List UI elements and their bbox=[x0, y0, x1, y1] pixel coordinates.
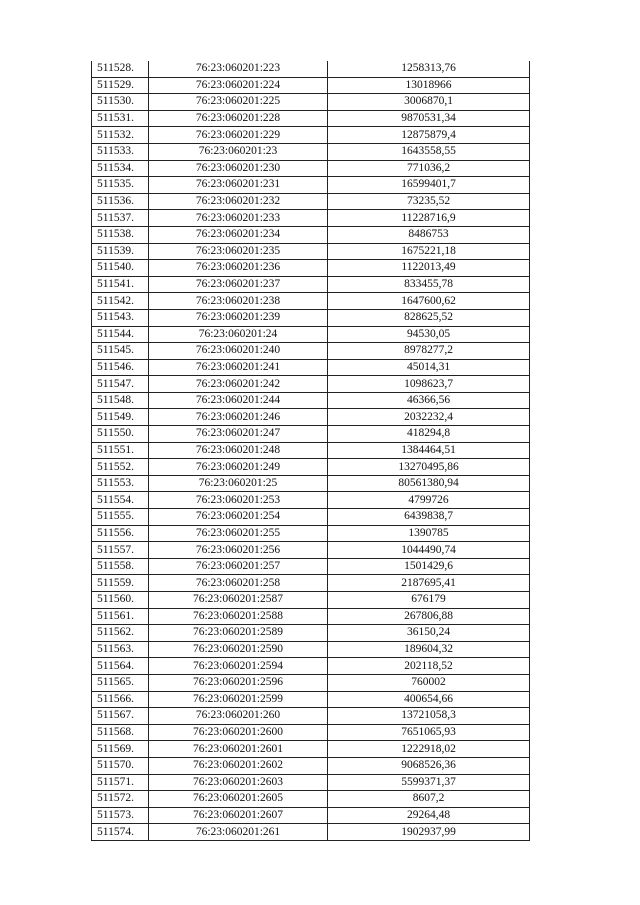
value-cell: 11228716,9 bbox=[328, 210, 530, 227]
row-number-cell: 511571. bbox=[92, 774, 149, 791]
value-cell: 1258313,76 bbox=[328, 61, 530, 77]
value-cell: 400654,66 bbox=[328, 691, 530, 708]
table-row bbox=[92, 824, 530, 841]
cadastral-number-cell: 76:23:060201:244 bbox=[149, 392, 328, 409]
table-row bbox=[92, 409, 530, 426]
table-row bbox=[92, 143, 530, 160]
row-number-cell: 511574. bbox=[92, 824, 149, 841]
value-cell: 8486753 bbox=[328, 226, 530, 243]
row-number-cell: 511569. bbox=[92, 741, 149, 758]
table-row bbox=[92, 708, 530, 725]
cadastral-number-cell: 76:23:060201:255 bbox=[149, 525, 328, 542]
row-number-cell: 511533. bbox=[92, 143, 149, 160]
table-row bbox=[92, 475, 530, 492]
value-cell: 760002 bbox=[328, 674, 530, 691]
cadastral-number-cell: 76:23:060201:2602 bbox=[149, 757, 328, 774]
cadastral-number-cell: 76:23:060201:25 bbox=[149, 475, 328, 492]
row-number-cell: 511546. bbox=[92, 359, 149, 376]
row-number-cell: 511554. bbox=[92, 492, 149, 509]
cadastral-number-cell: 76:23:060201:2605 bbox=[149, 791, 328, 808]
row-number-cell: 511545. bbox=[92, 343, 149, 360]
cadastral-number-cell: 76:23:060201:235 bbox=[149, 243, 328, 260]
table-row bbox=[92, 658, 530, 675]
row-number-cell: 511555. bbox=[92, 509, 149, 526]
value-cell: 676179 bbox=[328, 592, 530, 609]
cadastral-number-cell: 76:23:060201:2600 bbox=[149, 724, 328, 741]
row-number-cell: 511544. bbox=[92, 326, 149, 343]
value-cell: 1675221,18 bbox=[328, 243, 530, 260]
value-cell: 9870531,34 bbox=[328, 110, 530, 127]
table-row bbox=[92, 309, 530, 326]
value-cell: 1647600,62 bbox=[328, 293, 530, 310]
cadastral-number-cell: 76:23:060201:256 bbox=[149, 542, 328, 559]
table-row bbox=[92, 691, 530, 708]
value-cell: 36150,24 bbox=[328, 625, 530, 642]
table-row bbox=[92, 807, 530, 824]
cadastral-number-cell: 76:23:060201:260 bbox=[149, 708, 328, 725]
value-cell: 13018966 bbox=[328, 77, 530, 94]
cadastral-number-cell: 76:23:060201:2596 bbox=[149, 674, 328, 691]
cadastral-number-cell: 76:23:060201:224 bbox=[149, 77, 328, 94]
row-number-cell: 511535. bbox=[92, 177, 149, 194]
value-cell: 73235,52 bbox=[328, 193, 530, 210]
row-number-cell: 511530. bbox=[92, 94, 149, 111]
table-row bbox=[92, 525, 530, 542]
value-cell: 1122013,49 bbox=[328, 260, 530, 277]
row-number-cell: 511558. bbox=[92, 558, 149, 575]
row-number-cell: 511556. bbox=[92, 525, 149, 542]
table-row bbox=[92, 558, 530, 575]
cadastral-number-cell: 76:23:060201:24 bbox=[149, 326, 328, 343]
row-number-cell: 511572. bbox=[92, 791, 149, 808]
value-cell: 418294,8 bbox=[328, 426, 530, 443]
cadastral-number-cell: 76:23:060201:232 bbox=[149, 193, 328, 210]
cadastral-number-cell: 76:23:060201:2607 bbox=[149, 807, 328, 824]
table-row bbox=[92, 757, 530, 774]
cadastral-number-cell: 76:23:060201:2589 bbox=[149, 625, 328, 642]
table-row bbox=[92, 575, 530, 592]
value-cell: 3006870,1 bbox=[328, 94, 530, 111]
cadastral-number-cell: 76:23:060201:238 bbox=[149, 293, 328, 310]
table-row bbox=[92, 343, 530, 360]
table-row bbox=[92, 426, 530, 443]
cadastral-number-cell: 76:23:060201:249 bbox=[149, 459, 328, 476]
table-row bbox=[92, 77, 530, 94]
table-row bbox=[92, 226, 530, 243]
table-row bbox=[92, 94, 530, 111]
table-body bbox=[92, 61, 530, 840]
value-cell: 46366,56 bbox=[328, 392, 530, 409]
value-cell: 8978277,2 bbox=[328, 343, 530, 360]
table-row bbox=[92, 243, 530, 260]
cadastral-number-cell: 76:23:060201:261 bbox=[149, 824, 328, 841]
value-cell: 189604,32 bbox=[328, 641, 530, 658]
row-number-cell: 511551. bbox=[92, 442, 149, 459]
row-number-cell: 511529. bbox=[92, 77, 149, 94]
cadastral-number-cell: 76:23:060201:233 bbox=[149, 210, 328, 227]
value-cell: 16599401,7 bbox=[328, 177, 530, 194]
cadastral-value-table bbox=[91, 61, 530, 841]
table-row bbox=[92, 359, 530, 376]
cadastral-number-cell: 76:23:060201:241 bbox=[149, 359, 328, 376]
table-row bbox=[92, 625, 530, 642]
row-number-cell: 511534. bbox=[92, 160, 149, 177]
row-number-cell: 511547. bbox=[92, 376, 149, 393]
value-cell: 5599371,37 bbox=[328, 774, 530, 791]
value-cell: 833455,78 bbox=[328, 276, 530, 293]
table-row bbox=[92, 724, 530, 741]
cadastral-number-cell: 76:23:060201:2587 bbox=[149, 592, 328, 609]
row-number-cell: 511540. bbox=[92, 260, 149, 277]
value-cell: 1643558,55 bbox=[328, 143, 530, 160]
row-number-cell: 511560. bbox=[92, 592, 149, 609]
value-cell: 94530,05 bbox=[328, 326, 530, 343]
value-cell: 1098623,7 bbox=[328, 376, 530, 393]
row-number-cell: 511550. bbox=[92, 426, 149, 443]
value-cell: 12875879,4 bbox=[328, 127, 530, 144]
table-row bbox=[92, 210, 530, 227]
table-row bbox=[92, 376, 530, 393]
row-number-cell: 511573. bbox=[92, 807, 149, 824]
table-row bbox=[92, 442, 530, 459]
row-number-cell: 511561. bbox=[92, 608, 149, 625]
value-cell: 1902937,99 bbox=[328, 824, 530, 841]
cadastral-number-cell: 76:23:060201:2590 bbox=[149, 641, 328, 658]
row-number-cell: 511559. bbox=[92, 575, 149, 592]
cadastral-number-cell: 76:23:060201:228 bbox=[149, 110, 328, 127]
cadastral-number-cell: 76:23:060201:246 bbox=[149, 409, 328, 426]
value-cell: 267806,88 bbox=[328, 608, 530, 625]
table-row bbox=[92, 592, 530, 609]
value-cell: 1222918,02 bbox=[328, 741, 530, 758]
cadastral-number-cell: 76:23:060201:230 bbox=[149, 160, 328, 177]
cadastral-number-cell: 76:23:060201:237 bbox=[149, 276, 328, 293]
value-cell: 7651065,93 bbox=[328, 724, 530, 741]
row-number-cell: 511539. bbox=[92, 243, 149, 260]
table-row bbox=[92, 127, 530, 144]
value-cell: 9068526,36 bbox=[328, 757, 530, 774]
row-number-cell: 511531. bbox=[92, 110, 149, 127]
row-number-cell: 511549. bbox=[92, 409, 149, 426]
row-number-cell: 511528. bbox=[92, 61, 149, 77]
cadastral-number-cell: 76:23:060201:253 bbox=[149, 492, 328, 509]
value-cell: 1384464,51 bbox=[328, 442, 530, 459]
table-row bbox=[92, 459, 530, 476]
row-number-cell: 511570. bbox=[92, 757, 149, 774]
table-row bbox=[92, 791, 530, 808]
table-row bbox=[92, 542, 530, 559]
cadastral-number-cell: 76:23:060201:240 bbox=[149, 343, 328, 360]
value-cell: 45014,31 bbox=[328, 359, 530, 376]
table-row bbox=[92, 608, 530, 625]
table-row bbox=[92, 293, 530, 310]
cadastral-number-cell: 76:23:060201:248 bbox=[149, 442, 328, 459]
row-number-cell: 511553. bbox=[92, 475, 149, 492]
row-number-cell: 511536. bbox=[92, 193, 149, 210]
row-number-cell: 511564. bbox=[92, 658, 149, 675]
row-number-cell: 511543. bbox=[92, 309, 149, 326]
cadastral-number-cell: 76:23:060201:257 bbox=[149, 558, 328, 575]
cadastral-number-cell: 76:23:060201:236 bbox=[149, 260, 328, 277]
table-row bbox=[92, 641, 530, 658]
value-cell: 6439838,7 bbox=[328, 509, 530, 526]
cadastral-number-cell: 76:23:060201:225 bbox=[149, 94, 328, 111]
value-cell: 8607,2 bbox=[328, 791, 530, 808]
cadastral-number-cell: 76:23:060201:242 bbox=[149, 376, 328, 393]
cadastral-number-cell: 76:23:060201:2599 bbox=[149, 691, 328, 708]
table-row bbox=[92, 392, 530, 409]
value-cell: 771036,2 bbox=[328, 160, 530, 177]
row-number-cell: 511566. bbox=[92, 691, 149, 708]
cadastral-number-cell: 76:23:060201:2601 bbox=[149, 741, 328, 758]
row-number-cell: 511532. bbox=[92, 127, 149, 144]
row-number-cell: 511541. bbox=[92, 276, 149, 293]
table-row bbox=[92, 674, 530, 691]
value-cell: 4799726 bbox=[328, 492, 530, 509]
value-cell: 2187695,41 bbox=[328, 575, 530, 592]
row-number-cell: 511542. bbox=[92, 293, 149, 310]
row-number-cell: 511552. bbox=[92, 459, 149, 476]
table-row bbox=[92, 110, 530, 127]
value-cell: 1501429,6 bbox=[328, 558, 530, 575]
cadastral-number-cell: 76:23:060201:254 bbox=[149, 509, 328, 526]
row-number-cell: 511563. bbox=[92, 641, 149, 658]
row-number-cell: 511562. bbox=[92, 625, 149, 642]
value-cell: 202118,52 bbox=[328, 658, 530, 675]
cadastral-number-cell: 76:23:060201:258 bbox=[149, 575, 328, 592]
cadastral-number-cell: 76:23:060201:247 bbox=[149, 426, 328, 443]
row-number-cell: 511567. bbox=[92, 708, 149, 725]
value-cell: 13270495,86 bbox=[328, 459, 530, 476]
value-cell: 828625,52 bbox=[328, 309, 530, 326]
value-cell: 1390785 bbox=[328, 525, 530, 542]
cadastral-number-cell: 76:23:060201:223 bbox=[149, 61, 328, 77]
cadastral-number-cell: 76:23:060201:229 bbox=[149, 127, 328, 144]
row-number-cell: 511548. bbox=[92, 392, 149, 409]
cadastral-number-cell: 76:23:060201:23 bbox=[149, 143, 328, 160]
value-cell: 1044490,74 bbox=[328, 542, 530, 559]
value-cell: 80561380,94 bbox=[328, 475, 530, 492]
row-number-cell: 511557. bbox=[92, 542, 149, 559]
table-row bbox=[92, 326, 530, 343]
table-row bbox=[92, 276, 530, 293]
cadastral-number-cell: 76:23:060201:239 bbox=[149, 309, 328, 326]
cadastral-number-cell: 76:23:060201:2594 bbox=[149, 658, 328, 675]
table-row bbox=[92, 492, 530, 509]
table-row bbox=[92, 260, 530, 277]
table-row bbox=[92, 160, 530, 177]
table-row bbox=[92, 741, 530, 758]
table-row bbox=[92, 61, 530, 77]
table-row bbox=[92, 509, 530, 526]
row-number-cell: 511538. bbox=[92, 226, 149, 243]
value-cell: 13721058,3 bbox=[328, 708, 530, 725]
table-row bbox=[92, 193, 530, 210]
cadastral-number-cell: 76:23:060201:2588 bbox=[149, 608, 328, 625]
cadastral-number-cell: 76:23:060201:234 bbox=[149, 226, 328, 243]
row-number-cell: 511537. bbox=[92, 210, 149, 227]
row-number-cell: 511565. bbox=[92, 674, 149, 691]
table-row bbox=[92, 177, 530, 194]
value-cell: 29264,48 bbox=[328, 807, 530, 824]
value-cell: 2032232,4 bbox=[328, 409, 530, 426]
cadastral-number-cell: 76:23:060201:2603 bbox=[149, 774, 328, 791]
table-row bbox=[92, 774, 530, 791]
row-number-cell: 511568. bbox=[92, 724, 149, 741]
cadastral-number-cell: 76:23:060201:231 bbox=[149, 177, 328, 194]
